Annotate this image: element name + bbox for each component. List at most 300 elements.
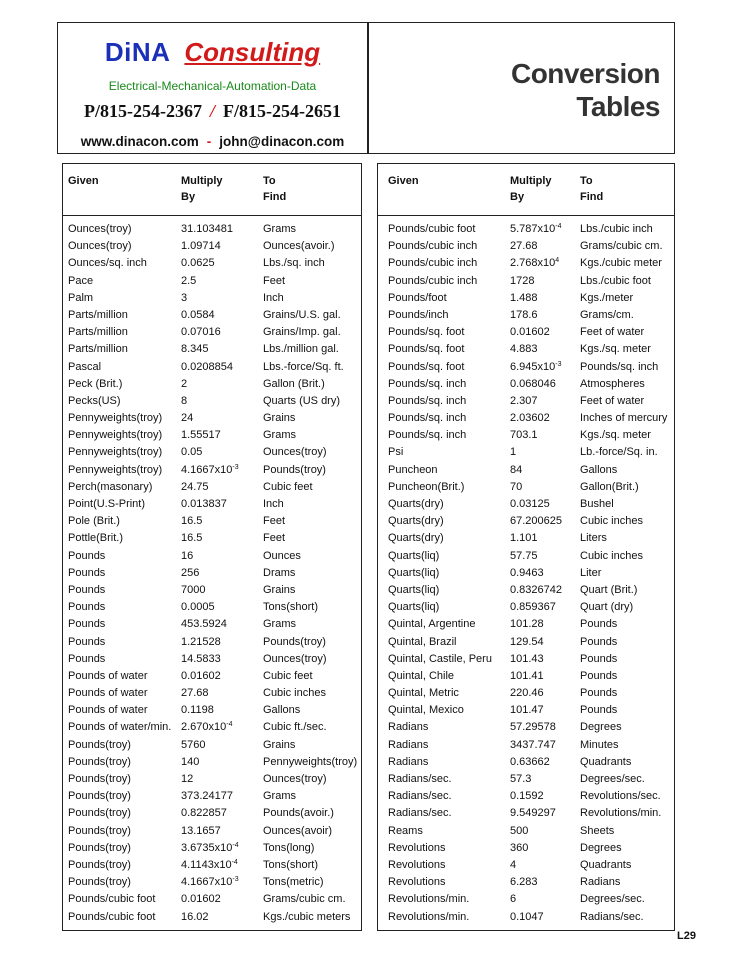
- given-cell: Puncheon(Brit.): [388, 480, 465, 493]
- table-row: [378, 651, 674, 668]
- multiplier-cell: 0.0625: [181, 257, 215, 270]
- multiplier-cell: 16: [181, 549, 194, 562]
- multiplier-cell: 256: [181, 566, 200, 579]
- to-find-cell: Ounces(avoir): [263, 824, 333, 837]
- multiplier-cell: 2: [181, 377, 188, 390]
- table-body: [63, 221, 361, 926]
- to-find-cell: Bushel: [580, 498, 614, 510]
- to-find-cell: Grains/Imp. gal.: [263, 326, 341, 339]
- exponent: -3: [232, 876, 239, 884]
- table-row: [378, 668, 674, 685]
- given-cell: Pounds of water: [68, 704, 148, 717]
- table-row: [378, 891, 674, 908]
- multiplier-cell: 0.1198: [181, 704, 214, 717]
- given-cell: Pounds: [68, 583, 106, 596]
- to-find-cell: Quart (Brit.): [580, 583, 638, 596]
- table-row: [378, 548, 674, 565]
- table-row: [378, 479, 674, 496]
- to-find-cell: Degrees: [580, 841, 622, 854]
- to-find-cell: Lbs./cubic inch: [580, 223, 653, 235]
- given-cell: Palm: [68, 291, 94, 304]
- multiplier-cell: 360: [510, 841, 529, 854]
- given-cell: Pounds/sq. foot: [388, 343, 465, 356]
- multiplier-cell: 4: [510, 858, 517, 871]
- to-find-cell: Grams/cubic cm.: [263, 893, 346, 906]
- multiplier-cell: $5.787x10^{-4}$: [510, 223, 562, 235]
- table-row: [63, 273, 361, 290]
- to-find-cell: Gallons: [263, 704, 301, 717]
- given-cell: Quintal, Castile, Peru: [388, 652, 492, 665]
- exponent: -4: [555, 223, 562, 230]
- to-find-cell: Pounds: [580, 687, 618, 700]
- given-cell: Revolutions/min.: [388, 893, 470, 906]
- multiplier-cell: 1: [510, 446, 517, 459]
- tagline: Electrical-Mechanical-Automation-Data: [108, 79, 317, 93]
- table-row: [63, 616, 361, 633]
- to-find-cell: Pennyweights(troy): [263, 755, 358, 768]
- table-row: [378, 513, 674, 530]
- multiplier-cell: 27.68: [181, 687, 209, 700]
- to-find-cell: Tons(metric): [263, 876, 324, 889]
- to-find-cell: Gallons: [580, 463, 618, 476]
- to-find-cell: Quart (dry): [580, 601, 634, 614]
- table-row: [63, 651, 361, 668]
- to-find-cell: Lbs./cubic foot: [580, 274, 651, 287]
- multiplier-cell: 16.5: [181, 532, 203, 545]
- table-row: [63, 874, 361, 891]
- table-row: [63, 823, 361, 840]
- given-cell: Pennyweights(troy): [68, 412, 163, 425]
- given-cell: Pounds of water: [68, 669, 148, 682]
- to-find-cell: Grams: [263, 790, 296, 803]
- table-row: [63, 737, 361, 754]
- given-cell: Pounds/sq. inch: [388, 429, 467, 442]
- table-row: [63, 857, 361, 874]
- multiplier-cell: 0.05: [181, 446, 203, 459]
- given-cell: Parts/million: [68, 308, 128, 321]
- given-cell: Perch(masonary): [68, 480, 153, 493]
- table-row: [378, 359, 674, 376]
- table-row: [63, 582, 361, 599]
- table-row: [63, 771, 361, 788]
- table-row: [63, 393, 361, 410]
- table-row: [378, 324, 674, 341]
- table-row: [63, 341, 361, 358]
- table-row: [63, 238, 361, 255]
- given-cell: Quarts(dry): [388, 532, 444, 545]
- table-row: [63, 410, 361, 427]
- given-cell: Pounds/foot: [388, 291, 447, 304]
- table-row: [63, 805, 361, 822]
- table-row: [63, 719, 361, 736]
- table-row: [63, 496, 361, 513]
- table-row: [63, 530, 361, 547]
- table-row: [63, 462, 361, 479]
- multiplier-cell: 0.859367: [510, 601, 556, 614]
- table-row: [63, 668, 361, 685]
- to-find-cell: Feet of water: [580, 326, 645, 339]
- given-cell: Peck (Brit.): [68, 377, 123, 390]
- given-cell: Parts/million: [68, 326, 128, 339]
- exponent: 4: [555, 257, 560, 265]
- given-cell: Pennyweights(troy): [68, 429, 163, 442]
- multiplier-cell: 0.01602: [510, 326, 550, 339]
- given-cell: Pounds/cubic foot: [68, 910, 156, 923]
- multiplier-cell: 129.54: [510, 635, 544, 648]
- table-row: [378, 427, 674, 444]
- multiplier-cell: 24: [181, 412, 194, 425]
- given-cell: Pounds/sq. foot: [388, 360, 465, 373]
- to-find-cell: Liters: [580, 532, 607, 545]
- phone-number: P/815-254-2367: [84, 101, 202, 121]
- multiplier-cell: 27.68: [510, 240, 538, 253]
- multiplier-cell: 0.0584: [181, 308, 215, 321]
- to-find-cell: Minutes: [580, 738, 619, 751]
- multiplier-cell: 16.5: [181, 515, 203, 528]
- table-row: [63, 513, 361, 530]
- given-cell: Psi: [388, 446, 404, 459]
- table-row: [378, 702, 674, 719]
- table-row: [378, 410, 674, 427]
- exponent: -4: [226, 721, 233, 729]
- multiplier-cell: 67.200625: [510, 515, 562, 528]
- multiplier-cell: $4.1667x10^{-3}$: [181, 463, 239, 476]
- to-find-cell: Kgs./sq. meter: [580, 429, 651, 442]
- multiplier-cell: 140: [181, 755, 200, 768]
- given-cell: Radians: [388, 738, 429, 751]
- header-given: Given: [388, 175, 419, 187]
- table-row: [378, 307, 674, 324]
- multiplier-cell: 703.1: [510, 429, 538, 442]
- given-cell: Radians: [388, 755, 429, 768]
- multiplier-cell: $2.768x10^4$: [510, 257, 560, 270]
- multiplier-cell: 57.3: [510, 773, 532, 785]
- table-row: [378, 823, 674, 840]
- table-row: [378, 737, 674, 754]
- conversion-table-left: [62, 163, 362, 931]
- to-find-cell: Lbs./million gal.: [263, 343, 339, 356]
- multiplier-cell: 0.068046: [510, 377, 556, 390]
- given-cell: Radians/sec.: [388, 807, 452, 820]
- exponent: -3: [555, 360, 562, 368]
- given-cell: Pounds/sq. inch: [388, 394, 467, 407]
- multiplier-cell: 4.883: [510, 343, 538, 356]
- to-find-cell: Tons(short): [263, 858, 319, 871]
- multiplier-cell: 0.01602: [181, 893, 221, 906]
- phone-separator: /: [209, 101, 215, 121]
- multiplier-cell: 0.01602: [181, 669, 221, 682]
- to-find-cell: Pounds: [580, 618, 618, 631]
- to-find-cell: Drams: [263, 566, 296, 579]
- multiplier-cell: 0.8326742: [510, 583, 562, 596]
- to-find-cell: Inches of mercury: [580, 412, 668, 425]
- given-cell: Revolutions: [388, 841, 446, 854]
- to-find-cell: Pounds(avoir.): [263, 807, 334, 820]
- to-find-cell: Cubic inches: [263, 687, 326, 700]
- table-row: [63, 255, 361, 272]
- given-cell: Quarts(liq): [388, 601, 440, 614]
- given-cell: Pounds: [68, 549, 106, 562]
- multiplier-cell: 16.02: [181, 910, 209, 923]
- given-cell: Ounces(troy): [68, 223, 132, 235]
- to-find-cell: Grams: [263, 618, 296, 631]
- given-cell: Quarts(dry): [388, 515, 444, 528]
- to-find-cell: Cubic ft./sec.: [263, 721, 327, 734]
- title-line-2: Tables: [576, 91, 660, 122]
- given-cell: Pottle(Brit.): [68, 532, 124, 545]
- multiplier-cell: 0.03125: [510, 498, 550, 510]
- to-find-cell: Pounds/sq. inch: [580, 360, 659, 373]
- table-row: [63, 479, 361, 496]
- to-find-cell: Ounces(troy): [263, 446, 327, 459]
- multiplier-cell: 101.41: [510, 669, 544, 682]
- table-row: [378, 805, 674, 822]
- table-header: [378, 164, 674, 216]
- multiplier-cell: 6.283: [510, 876, 538, 889]
- table-row: [378, 599, 674, 616]
- given-cell: Quarts(liq): [388, 549, 440, 562]
- multiplier-cell: 24.75: [181, 480, 209, 493]
- table-row: [63, 685, 361, 702]
- header-to-find: To Find: [263, 175, 287, 203]
- to-find-cell: Grams/cubic cm.: [580, 240, 663, 253]
- to-find-cell: Lbs./sq. inch: [263, 257, 325, 270]
- table-row: [378, 719, 674, 736]
- given-cell: Quintal, Chile: [388, 669, 455, 682]
- table-row: [378, 290, 674, 307]
- multiplier-cell: 14.5833: [181, 652, 221, 665]
- given-cell: Pounds: [68, 601, 106, 614]
- to-find-cell: Cubic feet: [263, 669, 313, 682]
- given-cell: Pecks(US): [68, 394, 121, 407]
- multiplier-cell: 101.28: [510, 618, 544, 631]
- to-find-cell: Pounds: [580, 652, 618, 665]
- multiplier-cell: 3: [181, 291, 188, 304]
- given-cell: Pounds/cubic foot: [388, 223, 476, 235]
- page-number: L29: [677, 930, 696, 942]
- multiplier-cell: 12: [181, 773, 194, 785]
- given-cell: Pounds/cubic inch: [388, 257, 478, 270]
- to-find-cell: Gallon (Brit.): [263, 377, 325, 390]
- multiplier-cell: 0.822857: [181, 807, 227, 820]
- multiplier-cell: 101.47: [510, 704, 544, 717]
- brand-name: DiNA: [104, 37, 171, 67]
- to-find-cell: Cubic feet: [263, 480, 313, 493]
- table-row: [63, 565, 361, 582]
- to-find-cell: Atmospheres: [580, 377, 645, 390]
- multiplier-cell: 101.43: [510, 652, 544, 665]
- to-find-cell: Ounces(avoir.): [263, 240, 335, 253]
- web-separator: -: [206, 134, 212, 149]
- given-cell: Pounds/inch: [388, 308, 449, 321]
- exponent: -4: [232, 841, 239, 849]
- to-find-cell: Pounds: [580, 669, 618, 682]
- page-title: [368, 57, 660, 123]
- to-find-cell: Degrees/sec.: [580, 893, 645, 906]
- given-cell: Ounces/sq. inch: [68, 257, 147, 270]
- table-row: [63, 702, 361, 719]
- to-find-cell: Feet: [263, 274, 286, 287]
- to-find-cell: Pounds(troy): [263, 635, 326, 648]
- given-cell: Reams: [388, 824, 423, 837]
- to-find-cell: Kgs./meter: [580, 291, 634, 304]
- table-row: [378, 221, 674, 238]
- table-row: [378, 376, 674, 393]
- multiplier-cell: 2.307: [510, 394, 538, 407]
- table-row: [63, 634, 361, 651]
- table-row: [378, 393, 674, 410]
- multiplier-cell: 57.75: [510, 549, 538, 562]
- given-cell: Pounds/sq. inch: [388, 377, 467, 390]
- table-row: [378, 857, 674, 874]
- table-header: [63, 164, 361, 216]
- header-box: [57, 22, 675, 154]
- multiplier-cell: 8: [181, 394, 188, 407]
- given-cell: Pascal: [68, 360, 102, 373]
- fax-number: F/815-254-2651: [223, 101, 341, 121]
- table-row: [63, 324, 361, 341]
- contact-phone-fax: [58, 101, 367, 122]
- given-cell: Pole (Brit.): [68, 515, 120, 528]
- multiplier-cell: 0.1592: [510, 790, 544, 803]
- multiplier-cell: 6: [510, 893, 517, 906]
- to-find-cell: Revolutions/min.: [580, 807, 662, 820]
- to-find-cell: Grams: [263, 223, 296, 235]
- table-row: [378, 565, 674, 582]
- given-cell: Quintal, Mexico: [388, 704, 464, 717]
- to-find-cell: Grams: [263, 429, 296, 442]
- to-find-cell: Gallon(Brit.): [580, 480, 639, 493]
- given-cell: Quarts(liq): [388, 583, 440, 596]
- given-cell: Pounds(troy): [68, 790, 131, 803]
- to-find-cell: Pounds: [580, 704, 618, 717]
- to-find-cell: Revolutions/sec.: [580, 790, 661, 803]
- table-row: [378, 840, 674, 857]
- multiplier-cell: 0.0208854: [181, 360, 233, 373]
- multiplier-cell: 8.345: [181, 343, 209, 356]
- given-cell: Radians/sec.: [388, 773, 452, 785]
- to-find-cell: Sheets: [580, 824, 615, 837]
- to-find-cell: Grains: [263, 738, 296, 751]
- to-find-cell: Kgs./cubic meter: [580, 257, 662, 270]
- table-row: [378, 582, 674, 599]
- table-row: [63, 444, 361, 461]
- table-body: [378, 221, 674, 926]
- to-find-cell: Quarts (US dry): [263, 394, 341, 407]
- multiplier-cell: $4.1667x10^{-3}$: [181, 876, 239, 889]
- multiplier-cell: 0.63662: [510, 755, 550, 768]
- given-cell: Pounds: [68, 566, 106, 579]
- multiplier-cell: 1.488: [510, 291, 538, 304]
- table-row: [378, 273, 674, 290]
- exponent: -4: [231, 858, 238, 866]
- given-cell: Pounds/cubic foot: [68, 893, 156, 906]
- given-cell: Pace: [68, 274, 94, 287]
- multiplier-cell: 2.03602: [510, 412, 550, 425]
- table-row: [378, 874, 674, 891]
- given-cell: Pounds(troy): [68, 807, 131, 820]
- multiplier-cell: 2.5: [181, 274, 197, 287]
- to-find-cell: Cubic inches: [580, 515, 643, 528]
- multiplier-cell: 1.09714: [181, 240, 221, 253]
- brand-suffix: Consulting: [184, 37, 321, 67]
- table-row: [378, 685, 674, 702]
- table-row: [63, 221, 361, 238]
- table-row: [378, 634, 674, 651]
- given-cell: Pounds(troy): [68, 773, 131, 785]
- given-cell: Puncheon: [388, 463, 438, 476]
- multiplier-cell: 1.21528: [181, 635, 221, 648]
- to-find-cell: Feet: [263, 532, 286, 545]
- given-cell: Ounces(troy): [68, 240, 132, 253]
- multiplier-cell: 5760: [181, 738, 206, 751]
- multiplier-cell: 0.0005: [181, 601, 215, 614]
- to-find-cell: Radians/sec.: [580, 910, 644, 923]
- given-cell: Quarts(dry): [388, 498, 444, 510]
- to-find-cell: Grains: [263, 412, 296, 425]
- given-cell: Pounds/cubic inch: [388, 240, 478, 253]
- table-row: [378, 788, 674, 805]
- multiplier-cell: 0.1047: [510, 910, 544, 923]
- header-multiply-by: Multiply By: [181, 175, 223, 203]
- given-cell: Pounds(troy): [68, 738, 131, 751]
- conversion-table-right: [377, 163, 675, 931]
- to-find-cell: Pounds(troy): [263, 463, 326, 476]
- given-cell: Pounds(troy): [68, 841, 131, 854]
- given-cell: Point(U.S-Print): [68, 498, 146, 510]
- given-cell: Pounds of water/min.: [68, 721, 172, 734]
- table-row: [63, 754, 361, 771]
- to-find-cell: Quadrants: [580, 858, 632, 871]
- to-find-cell: Quadrants: [580, 755, 632, 768]
- to-find-cell: Cubic inches: [580, 549, 643, 562]
- given-cell: Pennyweights(troy): [68, 463, 163, 476]
- website: www.dinacon.com: [80, 134, 199, 149]
- to-find-cell: Inch: [263, 291, 284, 304]
- multiplier-cell: 1728: [510, 274, 535, 287]
- header-multiply-by: Multiply By: [510, 175, 552, 203]
- multiplier-cell: 31.103481: [181, 223, 233, 235]
- to-find-cell: Lbs.-force/Sq. ft.: [263, 360, 344, 373]
- to-find-cell: Liter: [580, 566, 602, 579]
- to-find-cell: Pounds: [580, 635, 618, 648]
- to-find-cell: Ounces(troy): [263, 773, 327, 785]
- multiplier-cell: 220.46: [510, 687, 544, 700]
- multiplier-cell: 0.013837: [181, 498, 227, 510]
- exponent: -3: [232, 463, 239, 471]
- given-cell: Parts/million: [68, 343, 128, 356]
- to-find-cell: Kgs./sq. meter: [580, 343, 651, 356]
- table-row: [63, 840, 361, 857]
- email: john@dinacon.com: [219, 134, 345, 149]
- table-row: [63, 599, 361, 616]
- multiplier-cell: $2.670x10^{-4}$: [181, 721, 233, 734]
- table-row: [63, 891, 361, 908]
- to-find-cell: Tons(short): [263, 601, 319, 614]
- table-row: [63, 548, 361, 565]
- table-row: [63, 290, 361, 307]
- given-cell: Quarts(liq): [388, 566, 440, 579]
- to-find-cell: Ounces(troy): [263, 652, 327, 665]
- multiplier-cell: $6.945x10^{-3}$: [510, 360, 562, 373]
- given-cell: Radians/sec.: [388, 790, 452, 803]
- contact-web: [58, 134, 367, 149]
- table-row: [63, 788, 361, 805]
- given-cell: Pounds of water: [68, 687, 148, 700]
- multiplier-cell: $4.1143x10^{-4}$: [181, 858, 238, 871]
- to-find-cell: Feet of water: [580, 394, 645, 407]
- table-row: [378, 462, 674, 479]
